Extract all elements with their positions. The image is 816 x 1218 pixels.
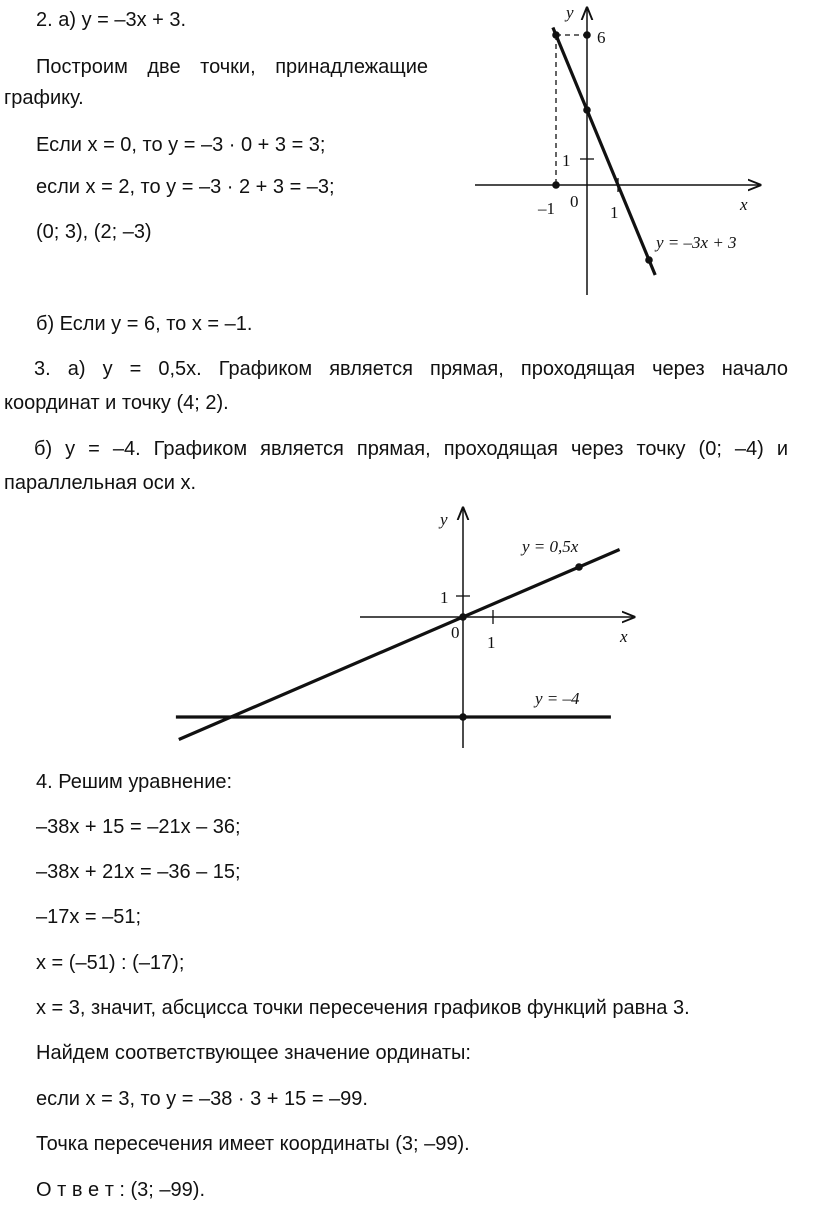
tick-label-origin: 0 — [451, 623, 460, 642]
series-label-y-minus3x-plus3: y = –3x + 3 — [656, 233, 737, 252]
task3-a-line2: координат и точку (4; 2). — [4, 392, 229, 414]
task3-b-line1: б) y = –4. Графиком является прямая, проходящая через точку (0; –4) и — [34, 438, 788, 460]
data-point-0 — [459, 613, 467, 621]
tick-label-y1: 1 — [440, 588, 449, 607]
series-line-y-05x — [179, 550, 620, 740]
tick-label-y1: 1 — [562, 151, 571, 170]
series-label-y-05x: y = 0,5x — [522, 537, 579, 556]
x-axis-label: x — [740, 195, 748, 214]
task4-point: Точка пересечения имеет координаты (3; –99). — [36, 1133, 470, 1155]
task4-eq3: –17x = –51; — [36, 906, 142, 928]
task2-title: 2. а) y = –3x + 3. — [36, 9, 187, 31]
task4-calc: если x = 3, то y = –38 · 3 + 15 = –99. — [36, 1088, 368, 1110]
data-point-1 — [575, 563, 583, 571]
tick-label-origin: 0 — [570, 192, 579, 211]
task3-b-line2: параллельная оси x. — [4, 472, 197, 494]
task4-answer: О т в е т : (3; –99). — [36, 1179, 206, 1201]
task3-a-line1: 3. а) y = 0,5x. Графиком является прямая, проходящая через начало — [34, 358, 788, 380]
y-axis-label: y — [440, 510, 448, 529]
tick-label-6: 6 — [597, 28, 606, 47]
task2-points: (0; 3), (2; –3) — [36, 221, 152, 243]
y-axis-label: y — [566, 3, 574, 22]
task4-eq4: x = (–51) : (–17); — [36, 952, 185, 974]
tick-label-x1: 1 — [610, 203, 619, 222]
tick-label-x1: 1 — [487, 633, 496, 652]
task2-if-x2: если x = 2, то y = –3 · 2 + 3 = –3; — [36, 176, 335, 198]
task4-title: 4. Решим уравнение: — [36, 771, 233, 793]
task4-find: Найдем соответствующее значение ординаты: — [36, 1042, 471, 1064]
task2-part-b: б) Если y = 6, то x = –1. — [36, 313, 253, 335]
x-axis-label: x — [620, 627, 628, 646]
data-point-2 — [459, 713, 467, 721]
series-label-y-minus4: y = –4 — [535, 689, 580, 708]
task2-if-x0: Если x = 0, то y = –3 · 0 + 3 = 3; — [36, 134, 326, 156]
task4-eq1: –38x + 15 = –21x – 36; — [36, 816, 241, 838]
task2-build-line1: Построим две точки, принадлежащие — [36, 56, 428, 78]
task4-eq2: –38x + 21x = –36 – 15; — [36, 861, 241, 883]
tick-label-neg1: –1 — [538, 199, 555, 218]
task4-conclusion: x = 3, значит, абсцисса точки пересечения графиков функций равна 3. — [36, 997, 690, 1019]
task2-build-line2: графику. — [4, 87, 84, 109]
